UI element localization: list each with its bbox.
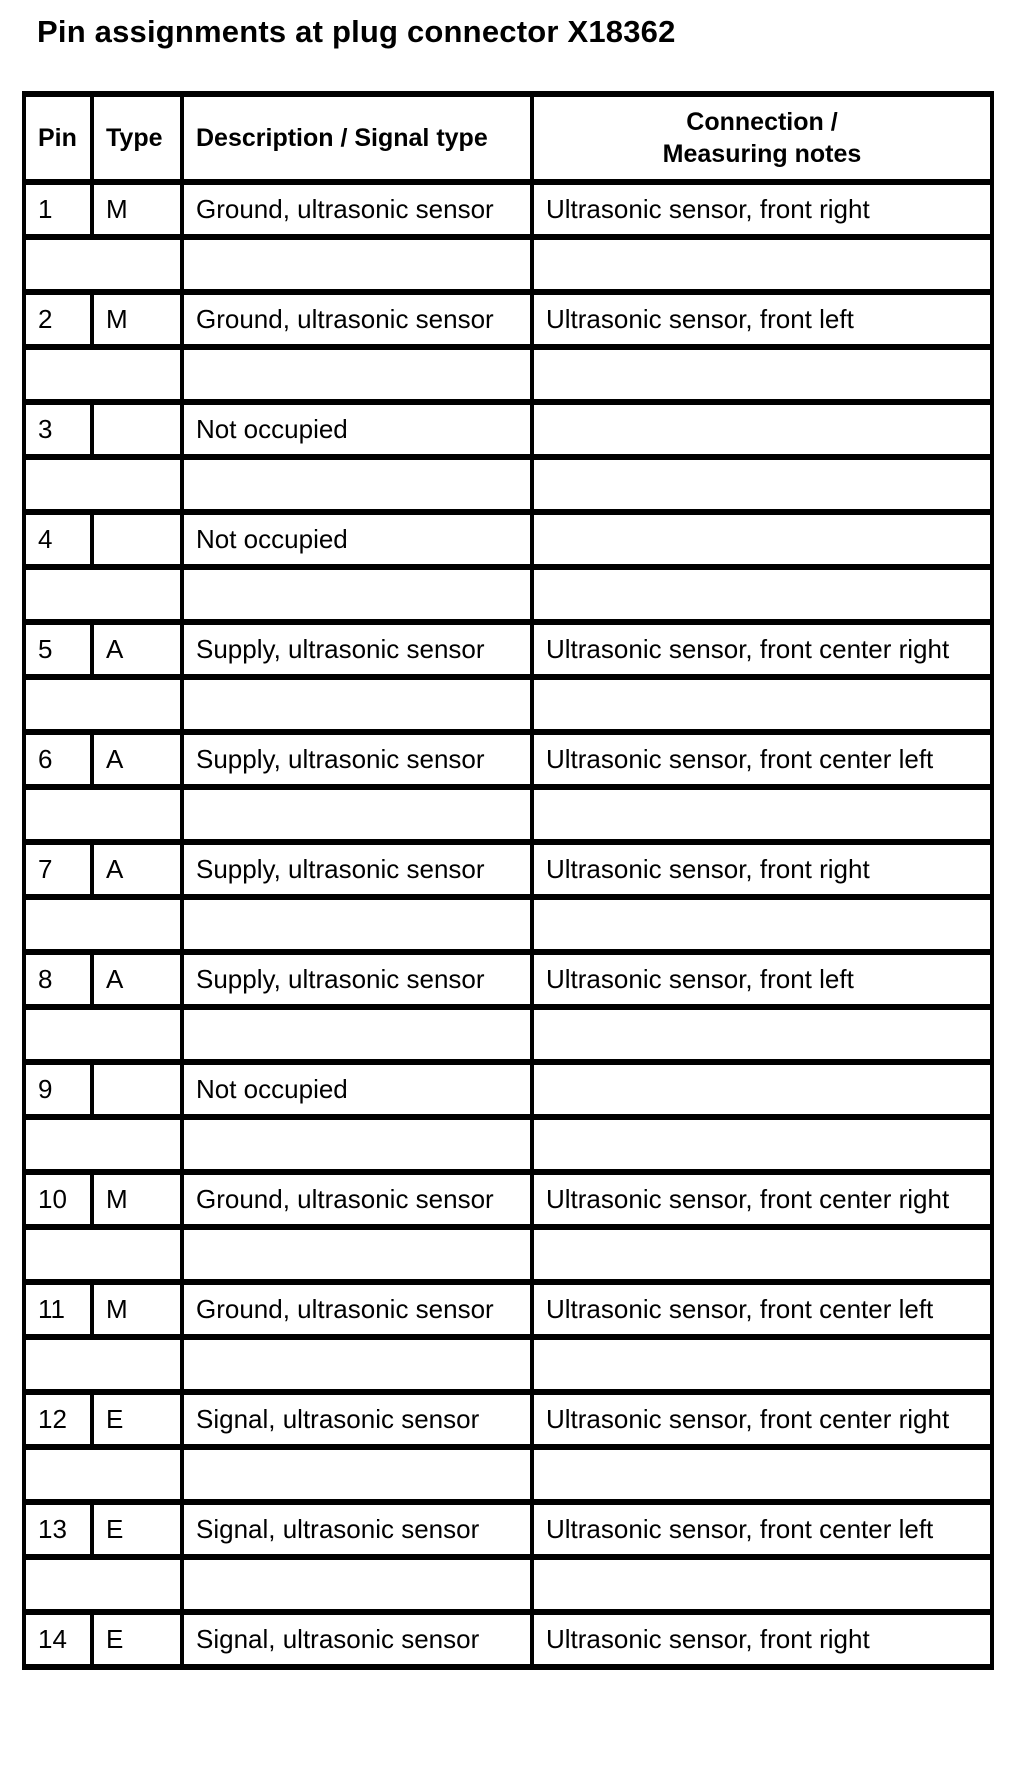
spacer-row (24, 1227, 992, 1282)
table-row (24, 1392, 992, 1447)
cell-description: Ground, ultrasonic sensor (182, 1282, 532, 1337)
spacer-cell (182, 677, 532, 732)
cell-type: A (92, 952, 182, 1007)
cell-connection: Ultrasonic sensor, front center left (532, 1282, 992, 1337)
spacer-row (24, 1557, 992, 1612)
spacer-cell (182, 1557, 532, 1612)
spacer-cell (24, 787, 182, 842)
cell-description: Not occupied (182, 1062, 532, 1117)
cell-description: Not occupied (182, 512, 532, 567)
table-row (24, 1502, 992, 1557)
spacer-cell (182, 1007, 532, 1062)
table-header-row (24, 94, 992, 182)
cell-description: Ground, ultrasonic sensor (182, 1172, 532, 1227)
table-row (24, 1612, 992, 1667)
cell-type: A (92, 842, 182, 897)
spacer-cell (182, 237, 532, 292)
spacer-cell (532, 1227, 992, 1282)
spacer-row (24, 1007, 992, 1062)
table-row (24, 1062, 992, 1117)
cell-connection (532, 1062, 992, 1117)
spacer-cell (24, 347, 182, 402)
cell-type: A (92, 732, 182, 787)
table-row (24, 842, 992, 897)
spacer-row (24, 787, 992, 842)
spacer-cell (24, 1227, 182, 1282)
cell-pin: 3 (24, 402, 92, 457)
cell-pin: 2 (24, 292, 92, 347)
spacer-cell (24, 457, 182, 512)
cell-connection: Ultrasonic sensor, front center left (532, 732, 992, 787)
cell-pin: 8 (24, 952, 92, 1007)
spacer-cell (532, 347, 992, 402)
column-header-connection-line1: Connection / (686, 108, 838, 136)
page-title: Pin assignments at plug connector X18362 (37, 14, 676, 49)
cell-type: M (92, 1172, 182, 1227)
spacer-row (24, 1117, 992, 1172)
cell-type: E (92, 1502, 182, 1557)
spacer-cell (532, 567, 992, 622)
column-header-type: Type (92, 94, 182, 182)
table-row (24, 952, 992, 1007)
cell-type (92, 402, 182, 457)
spacer-cell (532, 677, 992, 732)
spacer-cell (532, 1447, 992, 1502)
spacer-cell (182, 1117, 532, 1172)
cell-connection: Ultrasonic sensor, front right (532, 842, 992, 897)
spacer-row (24, 347, 992, 402)
cell-connection: Ultrasonic sensor, front center right (532, 1172, 992, 1227)
spacer-cell (532, 1557, 992, 1612)
cell-type: E (92, 1612, 182, 1667)
column-header-pin: Pin (24, 94, 92, 182)
spacer-cell (182, 1227, 532, 1282)
cell-connection (532, 402, 992, 457)
spacer-cell (24, 1557, 182, 1612)
spacer-cell (24, 1117, 182, 1172)
cell-connection: Ultrasonic sensor, front left (532, 952, 992, 1007)
spacer-cell (24, 897, 182, 952)
cell-description: Signal, ultrasonic sensor (182, 1612, 532, 1667)
spacer-cell (532, 1117, 992, 1172)
spacer-row (24, 457, 992, 512)
column-header-connection (532, 94, 992, 182)
cell-pin: 7 (24, 842, 92, 897)
column-header-connection-line2: Measuring notes (662, 140, 862, 168)
table-row (24, 1282, 992, 1337)
cell-connection (532, 512, 992, 567)
cell-pin: 1 (24, 182, 92, 237)
cell-pin: 4 (24, 512, 92, 567)
spacer-cell (182, 457, 532, 512)
spacer-cell (182, 347, 532, 402)
spacer-row (24, 567, 992, 622)
cell-type (92, 512, 182, 567)
cell-connection: Ultrasonic sensor, front left (532, 292, 992, 347)
table-body (24, 182, 992, 1667)
table-row (24, 732, 992, 787)
spacer-cell (24, 237, 182, 292)
spacer-cell (532, 457, 992, 512)
cell-pin: 5 (24, 622, 92, 677)
cell-connection: Ultrasonic sensor, front center right (532, 1392, 992, 1447)
cell-pin: 14 (24, 1612, 92, 1667)
cell-type: M (92, 1282, 182, 1337)
spacer-cell (532, 897, 992, 952)
spacer-cell (532, 787, 992, 842)
spacer-cell (24, 1007, 182, 1062)
cell-description: Supply, ultrasonic sensor (182, 842, 532, 897)
spacer-cell (182, 1337, 532, 1392)
spacer-row (24, 237, 992, 292)
cell-description: Signal, ultrasonic sensor (182, 1502, 532, 1557)
spacer-cell (24, 1337, 182, 1392)
table-row (24, 1172, 992, 1227)
spacer-cell (24, 567, 182, 622)
cell-description: Not occupied (182, 402, 532, 457)
cell-description: Supply, ultrasonic sensor (182, 952, 532, 1007)
spacer-row (24, 677, 992, 732)
spacer-row (24, 1447, 992, 1502)
table-row (24, 402, 992, 457)
cell-pin: 6 (24, 732, 92, 787)
cell-pin: 12 (24, 1392, 92, 1447)
table-row (24, 182, 992, 237)
pin-assignment-table (22, 91, 994, 1670)
cell-type: M (92, 182, 182, 237)
cell-pin: 13 (24, 1502, 92, 1557)
spacer-cell (24, 677, 182, 732)
cell-description: Supply, ultrasonic sensor (182, 622, 532, 677)
spacer-cell (532, 1337, 992, 1392)
cell-connection: Ultrasonic sensor, front right (532, 1612, 992, 1667)
cell-connection: Ultrasonic sensor, front center left (532, 1502, 992, 1557)
spacer-cell (532, 237, 992, 292)
spacer-cell (24, 1447, 182, 1502)
cell-description: Ground, ultrasonic sensor (182, 182, 532, 237)
spacer-cell (182, 1447, 532, 1502)
cell-type: A (92, 622, 182, 677)
spacer-cell (182, 787, 532, 842)
spacer-cell (182, 897, 532, 952)
spacer-cell (532, 1007, 992, 1062)
cell-type (92, 1062, 182, 1117)
table-row (24, 512, 992, 567)
cell-description: Supply, ultrasonic sensor (182, 732, 532, 787)
table-row (24, 622, 992, 677)
cell-description: Ground, ultrasonic sensor (182, 292, 532, 347)
column-header-description: Description / Signal type (182, 94, 532, 182)
cell-connection: Ultrasonic sensor, front right (532, 182, 992, 237)
cell-connection: Ultrasonic sensor, front center right (532, 622, 992, 677)
cell-type: M (92, 292, 182, 347)
cell-description: Signal, ultrasonic sensor (182, 1392, 532, 1447)
cell-pin: 9 (24, 1062, 92, 1117)
cell-pin: 11 (24, 1282, 92, 1337)
spacer-row (24, 897, 992, 952)
spacer-row (24, 1337, 992, 1392)
cell-type: E (92, 1392, 182, 1447)
cell-pin: 10 (24, 1172, 92, 1227)
spacer-cell (182, 567, 532, 622)
table-row (24, 292, 992, 347)
